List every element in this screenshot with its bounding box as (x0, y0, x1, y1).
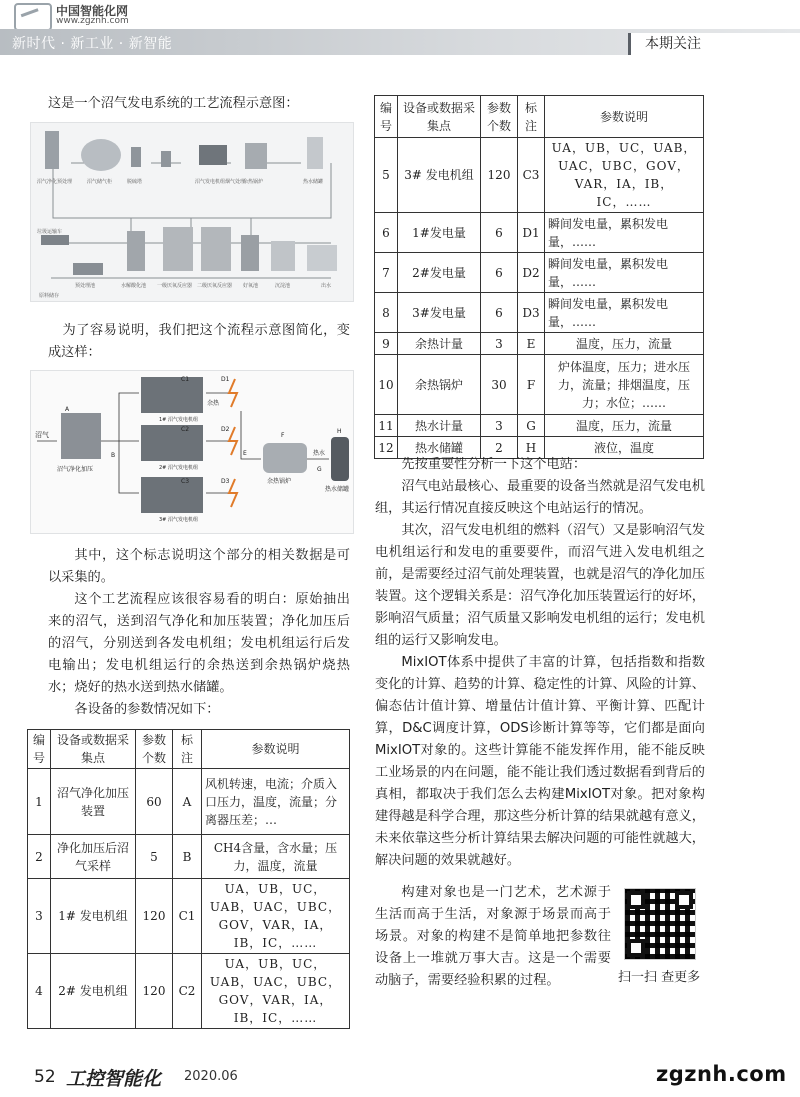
header-cell: 参数说明 (545, 96, 704, 138)
cell-mark: C2 (173, 954, 202, 1029)
gas-input-label: 沼气 (35, 431, 49, 439)
cell-mark: E (518, 333, 545, 355)
page-number: 52 (34, 1067, 56, 1087)
paragraph: MixIOT体系中提供了丰富的计算，包括指数和指数变化的计算、趋势的计算、稳定性的计算、风险的计算、偏态估计值计算、增量估计值计算、平衡计算、匹配计算，D&C调度计算，ODS诊断计算等等，它们都是面向MixIOT对象的。这些计算能不能发挥作用，能不能反映工业场景的内在问题，能不能让我们透过数据看到背后的真相，都取决于我们怎么去构建MixIOT对象。把对象构建得越是科学合理，那这些分析计算的结果就越有意义，未来依靠这些分析计算结果去解决问题的可能性就越大，解决问题的效果就越好。 (375, 655, 705, 868)
paragraph: 构建对象也是一门艺术，艺术源于生活而高于生活，对象源于场景而高于场景。对象的构建不是简单地把参数往设备上一堆就万事大吉。这是一个需要动脑子，需要经验积累的过程。 (375, 885, 611, 988)
cell-no: 5 (375, 138, 398, 213)
tank-shape (331, 437, 349, 481)
issue-date: 2020.06 (184, 1069, 238, 1084)
purifier-tower-shape (45, 131, 59, 169)
genset-label: 2# 沼气发电机组 (159, 465, 198, 471)
table-row (28, 879, 350, 954)
genset-label: 3# 沼气发电机组 (159, 517, 198, 523)
letter-h: H (337, 428, 342, 435)
diagram-label: 余热锅炉 (243, 179, 264, 185)
cell-no: 11 (375, 415, 398, 437)
qr-code[interactable] (624, 888, 696, 960)
header-cell: 标注 (173, 730, 202, 769)
cell-mark: A (173, 769, 202, 835)
magazine-name: 工控智能化 (66, 1068, 162, 1090)
cell-count: 3 (481, 415, 518, 437)
closing-text (375, 882, 611, 992)
generator-shape (199, 145, 227, 165)
cell-no: 6 (375, 213, 398, 253)
cell-device: 余热锅炉 (398, 355, 481, 415)
cell-count: 120 (136, 954, 173, 1029)
cell-device: 热水计量 (398, 415, 481, 437)
table-row (28, 835, 350, 879)
genset-3-shape (141, 477, 203, 513)
cell-desc: UA，UB，UC，UAB，UAC，UBC，GOV，VAR，IA，IB，IC，…… (202, 954, 350, 1029)
cell-mark: B (173, 835, 202, 879)
cell-mark: C1 (173, 879, 202, 954)
cell-device: 余热计量 (398, 333, 481, 355)
simplify-text (48, 320, 350, 364)
diagram-label: 一级厌氧反应器 (157, 283, 193, 289)
power-label: D3 (221, 478, 230, 485)
site-url: www.zgznh.com (56, 16, 129, 26)
power-icon (229, 379, 237, 407)
cell-device: 3# 发电机组 (398, 138, 481, 213)
header-cell: 设备或数据采集点 (398, 96, 481, 138)
cell-desc: 风机转速，电流；介质入口压力，温度，流量；分离器压差；… (202, 769, 350, 835)
cell-mark: C3 (518, 138, 545, 213)
cell-mark: F (518, 355, 545, 415)
intro-text: 这是一个沼气发电系统的工艺流程示意图： (48, 96, 299, 111)
site-logo (14, 3, 52, 31)
site-name: 中国智能化网 (56, 4, 129, 18)
cell-count: 6 (481, 253, 518, 293)
column-title: 本期关注 (628, 33, 800, 55)
diagram-label: 二级厌氧反应器 (197, 283, 233, 289)
cell-no: 9 (375, 333, 398, 355)
cell-desc: 温度，压力，流量 (545, 415, 704, 437)
diagram-label: 沼气净化预处理 (37, 179, 73, 185)
genset-label: 1# 沼气发电机组 (159, 417, 198, 423)
cell-no: 3 (28, 879, 51, 954)
cell-desc: UA，UB，UC，UAB，UAC，UBC，GOV，VAR，IA，IB，IC，…… (202, 879, 350, 954)
table-header (375, 96, 704, 138)
footer-url[interactable]: zgznh.com (656, 1062, 787, 1086)
gen-letter: C3 (181, 478, 190, 485)
purifier-shape (61, 413, 101, 459)
paragraph: 各设备的参数情况如下： (74, 702, 220, 717)
process-flow-diagram (30, 122, 354, 302)
table-row (375, 333, 704, 355)
cell-desc: CH4含量，含水量；压力，温度，流量 (202, 835, 350, 879)
cell-count: 3 (481, 333, 518, 355)
cell-count: 2 (481, 437, 518, 459)
cell-device: 1#发电量 (398, 213, 481, 253)
cell-device: 沼气净化加压装置 (51, 769, 136, 835)
cell-mark: G (518, 415, 545, 437)
diagram-label: 垃圾运输车 (37, 229, 63, 235)
diagram-label: 脱硫塔 (127, 179, 143, 185)
slogan: 新时代 · 新工业 · 新智能 (12, 36, 173, 52)
qr-caption: 扫一扫 查更多 (618, 970, 701, 985)
tank-label: 热水储罐 (325, 486, 350, 493)
right-body (375, 454, 705, 872)
letter-g: G (317, 466, 322, 473)
cell-no: 4 (28, 954, 51, 1029)
gen-letter: C2 (181, 426, 190, 433)
table-row (375, 253, 704, 293)
power-label: D1 (221, 376, 230, 383)
cell-count: 60 (136, 769, 173, 835)
header-cell: 参数个数 (136, 730, 173, 769)
cell-desc: 液位，温度 (545, 437, 704, 459)
cell-device: 1# 发电机组 (51, 879, 136, 954)
letter-a: A (65, 406, 70, 413)
table-header (28, 730, 350, 769)
header-cell: 编号 (28, 730, 51, 769)
diagram-label: 沉淀池 (275, 283, 291, 289)
purify-label: 沼气净化加压 (57, 466, 94, 473)
power-icon (229, 479, 237, 507)
cell-device: 2#发电量 (398, 253, 481, 293)
gas-holder-shape (81, 139, 121, 171)
boiler-label: 余热锅炉 (267, 478, 292, 485)
hot-water-tank-shape (307, 137, 323, 169)
cell-count: 6 (481, 293, 518, 333)
cell-no: 1 (28, 769, 51, 835)
cell-desc: 瞬间发电量，累积发电量，…… (545, 293, 704, 333)
cell-no: 12 (375, 437, 398, 459)
table-row (28, 954, 350, 1029)
cell-no: 8 (375, 293, 398, 333)
left-body (48, 545, 350, 721)
cell-desc: 炉体温度，压力；进水压力，流量；排烟温度，压力；水位；…… (545, 355, 704, 415)
header-cell: 参数说明 (202, 730, 350, 769)
simplified-diagram (30, 370, 354, 534)
cell-device: 净化加压后沼气采样 (51, 835, 136, 879)
diagram-label: 沼气发电机组 (195, 179, 226, 185)
cell-count: 6 (481, 213, 518, 253)
cell-no: 10 (375, 355, 398, 415)
diagram-label: 好氧池 (243, 283, 259, 289)
header-cell: 参数个数 (481, 96, 518, 138)
cell-count: 5 (136, 835, 173, 879)
paragraph: 其次，沼气发电机组的燃料（沼气）又是影响沼气发电机组运行和发电的重要要件，而沼气进入发电机组之前，是需要经过沼气前处理装置，也就是沼气的净化加压装置。这个逻辑关系是：沼气净化加压装置运行的好坏，影响沼气质量；沼气质量又影响发电机组的运行；发电机组的运行又影响发电。 (375, 523, 705, 648)
header-cell: 编号 (375, 96, 398, 138)
cell-count: 30 (481, 355, 518, 415)
table-row (375, 293, 704, 333)
genset-1-shape (141, 377, 203, 413)
letter-b: B (111, 452, 116, 459)
boiler-shape (263, 443, 307, 473)
cell-count: 120 (136, 879, 173, 954)
cell-desc: 温度，压力，流量 (545, 333, 704, 355)
header-cell: 标注 (518, 96, 545, 138)
cell-desc: 瞬间发电量，累积发电量，…… (545, 253, 704, 293)
cell-device: 热水储罐 (398, 437, 481, 459)
paragraph: 这个工艺流程应该很容易看的明白：原始抽出来的沼气，送到沼气净化和加压装置；净化加压后的沼气，分别送到各发电机组；发电机组运行后发电输出；发电机组运行的余热送到余热锅炉烧热水；烧好的热水送到热水储罐。 (48, 592, 350, 695)
table-row (375, 138, 704, 213)
params-table-right (374, 95, 704, 459)
header-cell: 设备或数据采集点 (51, 730, 136, 769)
cell-mark: H (518, 437, 545, 459)
cell-mark: D1 (518, 213, 545, 253)
waste-heat-label: 余热 (207, 400, 220, 407)
letter-e: E (243, 450, 247, 457)
cell-device: 3#发电量 (398, 293, 481, 333)
cell-no: 7 (375, 253, 398, 293)
cell-mark: D3 (518, 293, 545, 333)
letter-f: F (281, 432, 285, 439)
table-row (28, 769, 350, 835)
diagram-label: 出水 (321, 283, 332, 289)
simplified-svg (31, 371, 353, 533)
diagram-label: 预处理池 (75, 283, 96, 289)
diagram-label: 原料储存 (39, 293, 60, 299)
params-table-left (27, 729, 350, 1029)
process-diagram-svg (31, 123, 353, 301)
cell-count: 120 (481, 138, 518, 213)
diagram-label: 烟气处理 (225, 179, 246, 185)
simplify-paragraph: 为了容易说明，我们把这个流程示意图简化，变成这样： (48, 323, 350, 360)
cell-device: 2# 发电机组 (51, 954, 136, 1029)
power-icon (229, 427, 237, 455)
diagram-label: 水解酸化池 (121, 283, 147, 289)
diagram-label: 热水储罐 (303, 179, 324, 185)
cell-no: 2 (28, 835, 51, 879)
power-label: D2 (221, 426, 230, 433)
table-row (375, 213, 704, 253)
paragraph: 其中，这个标志说明这个部分的相关数据是可以采集的。 (48, 548, 350, 585)
table-row (375, 355, 704, 415)
cell-desc: UA，UB，UC，UAB，UAC，UBC，GOV，VAR，IA，IB，IC，…… (545, 138, 704, 213)
genset-2-shape (141, 425, 203, 461)
paragraph: 先按重要性分析一下这个电站： (401, 457, 587, 472)
diagram-label: 沼气储气柜 (87, 179, 113, 185)
cell-mark: D2 (518, 253, 545, 293)
hot-water-label: 热水 (313, 450, 326, 457)
paragraph: 沼气电站最核心、最重要的设备当然就是沼气发电机组，其运行情况直接反映这个电站运行的情况。 (375, 479, 705, 516)
table-row (375, 415, 704, 437)
cell-desc: 瞬间发电量，累积发电量，…… (545, 213, 704, 253)
gen-letter: C1 (181, 376, 190, 383)
